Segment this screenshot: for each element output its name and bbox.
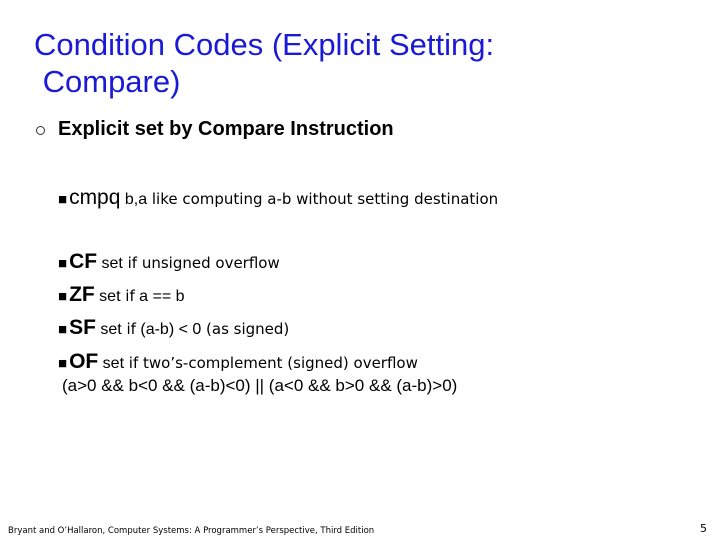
flag-item-of	[58, 350, 418, 376]
square-bullet-icon: ■	[58, 321, 68, 338]
page-number: 5	[700, 522, 707, 535]
flag-item-cf	[58, 250, 280, 276]
flag-expr-zf: a == b	[134, 288, 185, 305]
flag-expr-sf: (a-b) < 0	[135, 321, 202, 338]
square-bullet-icon: ■	[58, 191, 68, 208]
bullet-text: Explicit set by Compare Instruction	[58, 117, 394, 140]
flag-item-zf	[58, 283, 185, 309]
square-bullet-icon: ■	[58, 355, 68, 372]
flag-desc-of: if two’s-complement (signed) overflow	[124, 354, 418, 372]
slide-title	[34, 26, 674, 100]
flag-desc-sf: if	[121, 320, 136, 338]
flag-set-zf: set	[94, 288, 121, 305]
flag-note-sf: (as signed)	[201, 320, 290, 338]
flag-name-of: OF	[69, 350, 99, 373]
slide-title-line-2: Compare)	[34, 64, 181, 99]
flag-desc-cf: if unsigned overflow	[122, 254, 280, 272]
flag-item-sf	[58, 316, 289, 342]
footer-citation: Bryant and O’Hallaron, Computer Systems: A Programmer’s Perspective, Third Edition	[8, 526, 375, 536]
flag-desc-zf: if	[120, 287, 135, 305]
flag-set-cf: set	[97, 255, 123, 272]
bullet-explicit-set	[36, 117, 394, 141]
of-condition-expression: (a>0 && b<0 && (a-b)<0) || (a<0 && b>0 && (a-b)>0)	[62, 376, 458, 395]
flag-set-of: set	[98, 355, 125, 372]
square-bullet-icon: ■	[58, 255, 68, 272]
flag-name-cf: CF	[69, 250, 98, 273]
flag-name-zf: ZF	[69, 283, 95, 306]
flag-set-sf: set	[95, 321, 122, 338]
slide-title-line-1: Condition Codes (Explicit Setting:	[34, 27, 495, 62]
circle-bullet-icon	[36, 126, 45, 135]
cmpq-item	[58, 186, 498, 212]
flag-name-sf: SF	[69, 316, 96, 339]
cmpq-description: like computing a-b without setting destination	[147, 190, 499, 208]
cmpq-operands: b,a	[120, 191, 148, 208]
square-bullet-icon: ■	[58, 288, 68, 305]
cmpq-instruction: cmpq	[69, 186, 121, 209]
